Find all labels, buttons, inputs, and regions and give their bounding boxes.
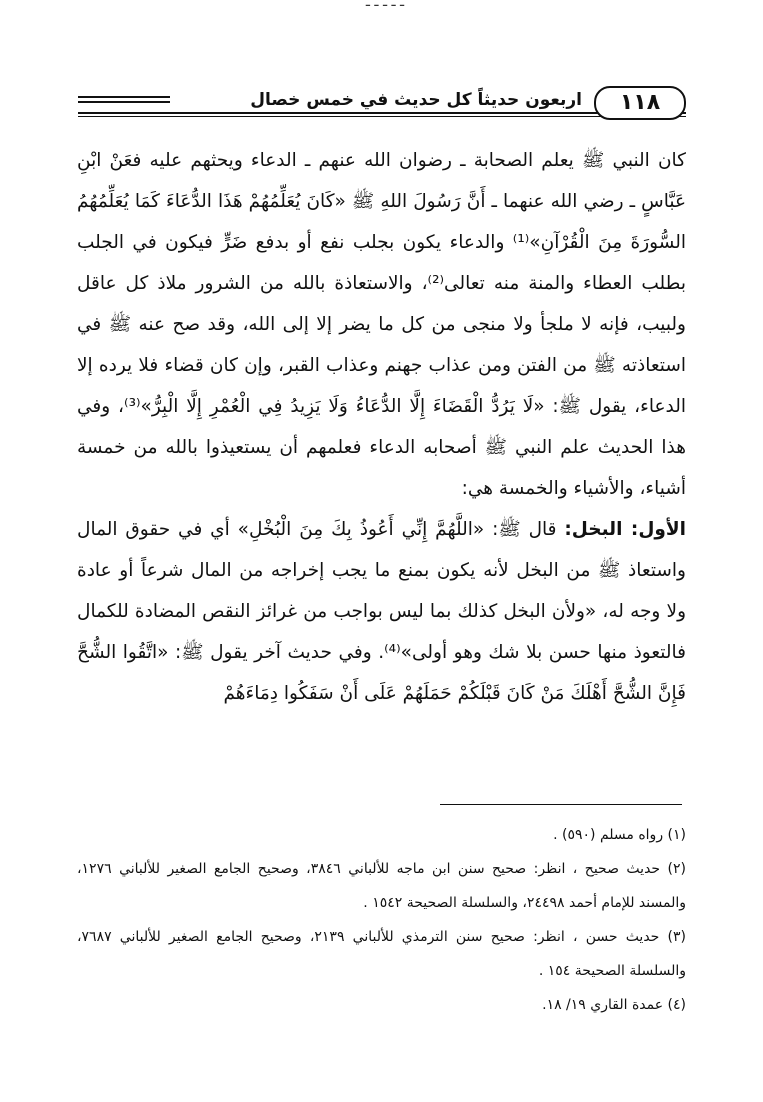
footnote-separator [440, 804, 682, 805]
page-number: ١١٨ [594, 86, 686, 120]
header-rule [78, 112, 686, 114]
paragraph [77, 509, 686, 714]
paragraph: كان النبي ﷺ يعلم الصحابة ـ رضوان الله عنهم ـ الدعاء ويحثهم عليه فعَنْ ابْنِ عَبَّاسٍ ـ رضي الله عنهما ـ أَنَّ رَسُولَ اللهِ ﷺ «كَانَ يُعَلِّمُهُمْ هَذَا الدُّعَاءَ كَمَا يُعَلِّمُهُمُ السُّورَةَ مِنَ الْقُرْآنِ»⁽¹⁾ والدعاء يكون بجلب نفع أو بدفع ضَرٍّ فيكون في الجلب بطلب العطاء والمنة منه تعالى⁽²⁾، والاستعاذة بالله من الشرور ملاذ كل عاقل ولبيب، فإنه لا ملجأ ولا منجى من كل ما يضر إلا إلى الله، وقد صح عنه ﷺ في استعاذته ﷺ من الفتن ومن عذاب جهنم وعذاب القبر، وإن كان قضاء فلا يرده إلا الدعاء، يقول ﷺ: «لَا يَرُدُّ الْقَضَاءَ إِلَّا الدُّعَاءُ وَلَا يَزِيدُ فِي الْعُمْرِ إِلَّا الْبِرُّ»⁽³⁾، وفي هذا الحديث علم النبي ﷺ أصحابه الدعاء فعلمهم أن يستعيذوا بالله من خمسة أشياء، والأشياء والخمسة هي: [77, 150, 687, 499]
main-text [77, 140, 686, 714]
footnote: (١) رواه مسلم (٥٩٠) . [553, 827, 686, 843]
header-rule-thin [78, 116, 686, 117]
footnote: (٤) عمدة القاري ١٩/ ١٨. [542, 997, 686, 1013]
paragraph-text: قال ﷺ: «اللَّهُمَّ إِنِّي أَعُوذُ بِكَ مِنَ الْبُخْلِ» أي في حقوق المال واستعاذ ﷺ من البخل لأنه يكون بمنع ما يجب إخراجه من المال شرعاً أو عادة ولا وجه له، «ولأن البخل كذلك بما ليس بواجب من غرائز النقص المضادة للكمال فالتعوذ منها حسن بلا شك وهو أولى»⁽⁴⁾. وفي حديث آخر يقول ﷺ: «اتَّقُوا الشُّحَّ فَإِنَّ الشُّحَّ أَهْلَكَ مَنْ كَانَ قَبْلَكُمْ حَمَلَهُمْ عَلَى أَنْ سَفَكُوا دِمَاءَهُمْ [77, 519, 686, 704]
footnotes [77, 818, 686, 1022]
page-header [78, 86, 686, 120]
header-ornament [78, 96, 170, 103]
section-lead: الأول: البخل: [564, 519, 686, 540]
footnote: (٢) حديث صحيح ، انظر: صحيح سنن ابن ماجه للألباني ٣٨٤٦، وصحيح الجامع الصغير للألباني ١٢٧٦، والمسند للإمام أحمد ٢٤٤٩٨، والسلسلة الصحيحة ١٥٤٢ . [77, 861, 686, 911]
footnote: (٣) حديث حسن ، انظر: صحيح سنن الترمذي للألباني ٢١٣٩، وصحيح الجامع الصغير للألباني ٧٦٨٧، والسلسلة الصحيحة ١٥٤ . [77, 929, 686, 979]
running-title: اربعون حديثاً كل حديث في خمس خصال [250, 90, 582, 110]
cropped-previous-text: ـ ـ ـ ـ ـ [365, 0, 405, 8]
